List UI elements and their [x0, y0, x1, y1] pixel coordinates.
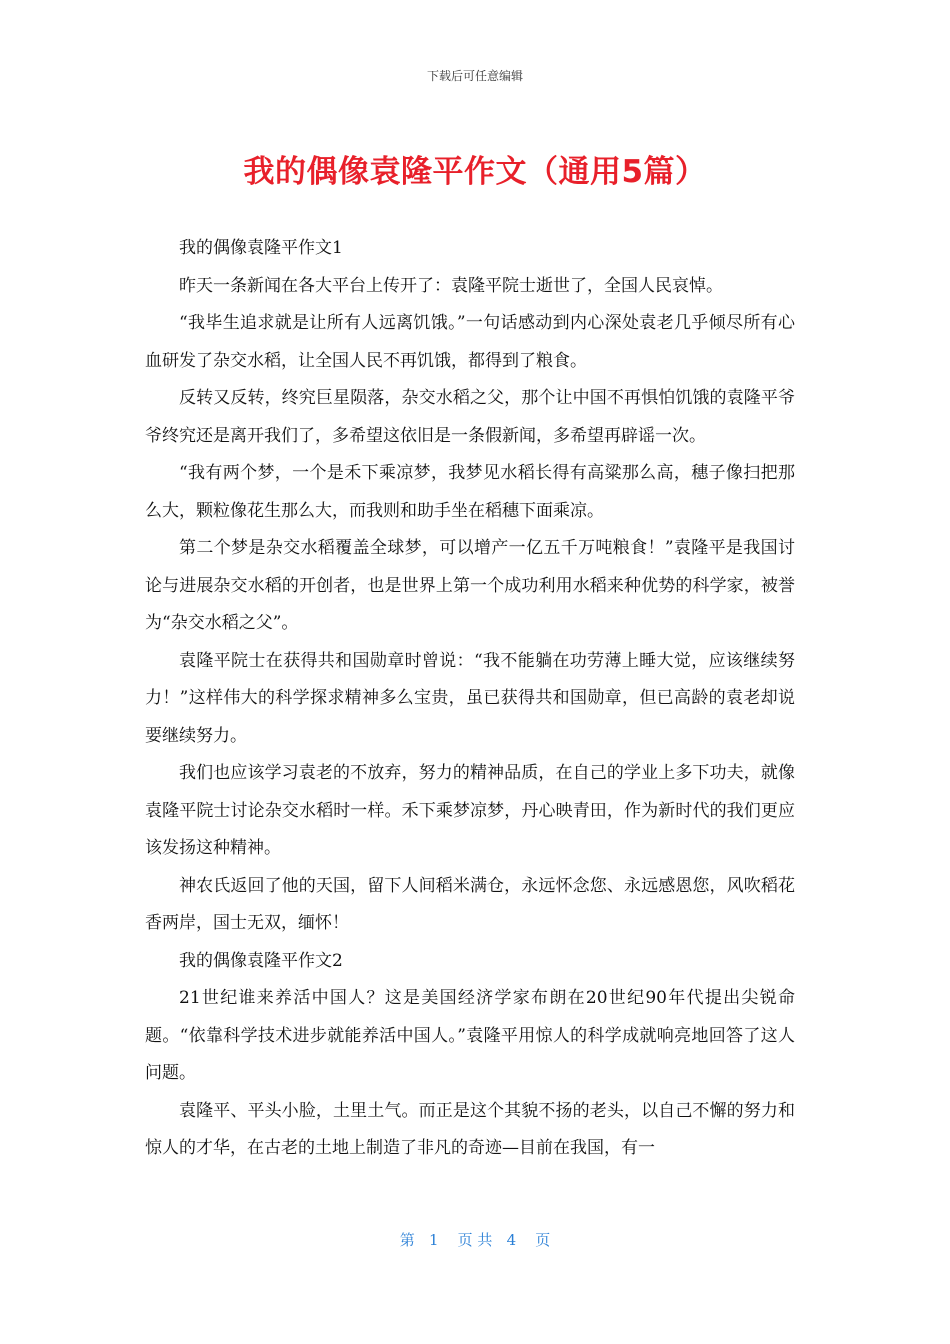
section-heading-1: 我的偶像袁隆平作文1 — [179, 238, 343, 258]
paragraph: 第二个梦是杂交水稻覆盖全球梦，可以增产一亿五千万吨粮食！”袁隆平是我国讨论与进展杂交水稻的开创者，也是世界上第一个成功利用水稻来种优势的科学家，被誉为“杂交水稻之父”。 — [145, 538, 795, 633]
document-body — [145, 230, 795, 1168]
paragraph: 21世纪谁来养活中国人？这是美国经济学家布朗在20世纪90年代提出尖锐命题。“依靠科学技术进步就能养活中国人。”袁隆平用惊人的科学成就响亮地回答了这人问题。 — [145, 988, 795, 1083]
document-title: 我的偶像袁隆平作文（通用5篇） — [243, 154, 707, 190]
paragraph: 昨天一条新闻在各大平台上传开了：袁隆平院士逝世了，全国人民哀悼。 — [179, 275, 723, 296]
page-number-footer: 第 1 页 共 4 页 — [399, 1231, 551, 1249]
paragraph: 袁隆平、平头小脸，土里土气。而正是这个其貌不扬的老头，以自己不懈的努力和惊人的才华，在古老的土地上制造了非凡的奇迹—目前在我国，有一 — [145, 1100, 795, 1158]
paragraph: 袁隆平院士在获得共和国勋章时曾说：“我不能躺在功劳薄上睡大觉，应该继续努力！”这样伟大的科学探求精神多么宝贵，虽已获得共和国勋章，但已高龄的袁老却说要继续努力。 — [145, 650, 795, 746]
section-heading-2: 我的偶像袁隆平作文2 — [179, 950, 343, 971]
paragraph: 神农氏返回了他的天国，留下人间稻米满仓，永远怀念您、永远感恩您，风吹稻花香两岸，国士无双，缅怀！ — [145, 875, 795, 933]
paragraph: 我们也应该学习袁老的不放弃，努力的精神品质，在自己的学业上多下功夫，就像袁隆平院士讨论杂交水稻时一样。禾下乘梦凉梦，丹心映青田，作为新时代的我们更应该发扬这种精神。 — [145, 763, 795, 858]
paragraph: “我毕生追求就是让所有人远离饥饿。”一句话感动到内心深处袁老几乎倾尽所有心血研发了杂交水稻，让全国人民不再饥饿，都得到了粮食。 — [145, 313, 795, 371]
paragraph: 反转又反转，终究巨星陨落，杂交水稻之父，那个让中国不再惧怕饥饿的袁隆平爷爷终究还是离开我们了，多希望这依旧是一条假新闻，多希望再辟谣一次。 — [145, 388, 795, 446]
header-note: 下载后可任意编辑 — [426, 69, 523, 83]
paragraph: “我有两个梦，一个是禾下乘凉梦，我梦见水稻长得有高粱那么高，穗子像扫把那么大，颗粒像花生那么大，而我则和助手坐在稻穗下面乘凉。 — [145, 463, 795, 521]
